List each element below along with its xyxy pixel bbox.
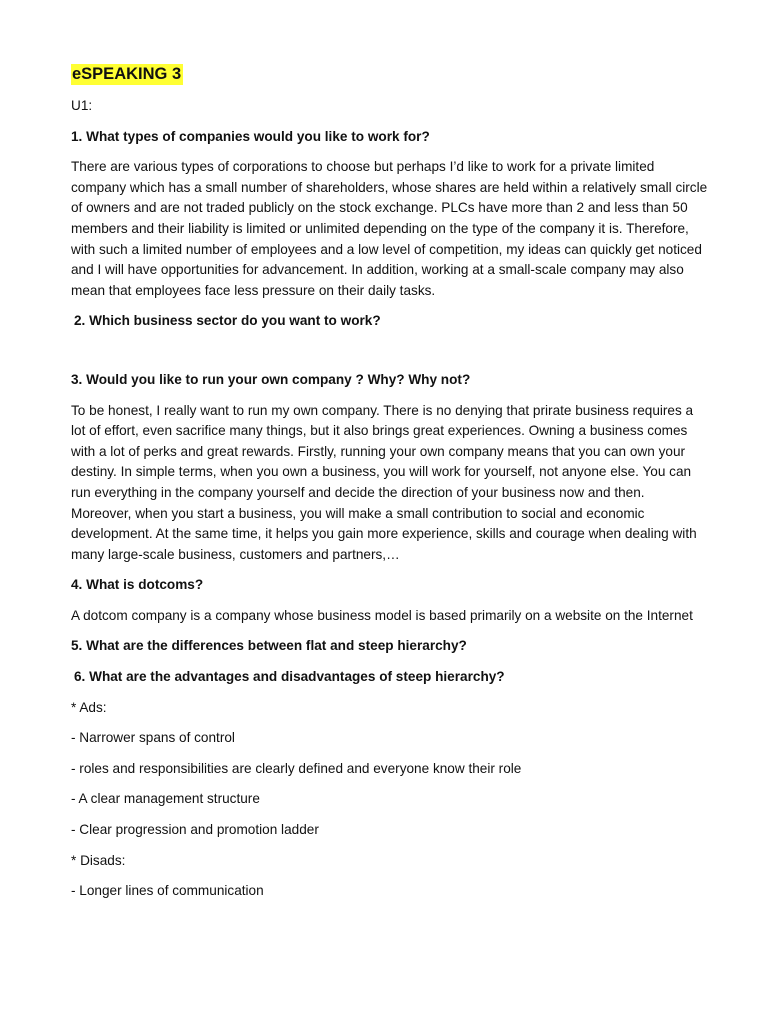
ads-item: - Narrower spans of control <box>71 730 235 746</box>
ads-item: - roles and responsibilities are clearly defined and everyone know their role <box>71 760 522 776</box>
ads-item: - A clear management structure <box>71 791 260 807</box>
unit-label: U1: <box>71 98 93 113</box>
ads-heading: * Ads: <box>71 699 107 715</box>
answer-3-line: with a lot of perks and great rewards. Firstly, running your own company means that you can own your <box>71 443 686 459</box>
question-1: 1. What types of companies would you like to work for? <box>71 128 430 144</box>
answer-3-line: development. At the same time, it helps you gain more experience, skills and courage when dealing with <box>71 526 697 542</box>
document-title: eSPEAKING 3 <box>72 65 182 83</box>
answer-4: A dotcom company is a company whose business model is based primarily on a website on the Internet <box>71 607 693 623</box>
answer-1-line: with such a limited number of employees and a low level of competition, my ideas can quickly get noticed <box>71 241 702 257</box>
question-6: 6. What are the advantages and disadvantages of steep hierarchy? <box>74 669 505 685</box>
answer-3-line: run everything in the company yourself and decide the direction of your business now and then. <box>71 484 645 500</box>
disads-item: - Longer lines of communication <box>71 883 264 899</box>
answer-1-line: company which has a small number of shareholders, whose shares are held within a relatively small circle <box>71 179 708 195</box>
answer-1-line: There are various types of corporations to choose but perhaps I’d like to work for a private limited <box>71 159 655 175</box>
document-page <box>71 64 721 902</box>
question-5: 5. What are the differences between flat and steep hierarchy? <box>71 638 467 654</box>
question-4: 4. What is dotcoms? <box>71 577 204 593</box>
answer-3 <box>71 401 721 566</box>
answer-3-line: destiny. In simple terms, when you own a business, you will work for yourself, not anyone else. You can <box>71 464 692 480</box>
question-3: 3. Would you like to run your own company ? Why? Why not? <box>71 371 471 387</box>
question-2: 2. Which business sector do you want to work? <box>74 313 381 329</box>
disads-heading: * Disads: <box>71 852 126 868</box>
answer-3-line: To be honest, I really want to run my own company. There is no denying that prirate business requires a <box>71 402 694 418</box>
answer-3-line: lot of effort, even sacrifice many things, but it also brings great experiences. Owning a business comes <box>71 423 688 439</box>
answer-3-line: Moreover, when you start a business, you will make a small contribution to social and economic <box>71 505 645 521</box>
answer-1-line: mean that employees face less pressure on their daily tasks. <box>71 282 436 298</box>
answer-1 <box>71 157 721 301</box>
ads-item: - Clear progression and promotion ladder <box>71 822 319 838</box>
answer-1-line: members and their liability is limited or unlimited depending on the type of the company it is. Therefore, <box>71 220 689 236</box>
answer-1-line: of owners and are not traded publicly on the stock exchange. PLCs have more than 2 and less than 50 <box>71 200 688 216</box>
title-row <box>71 64 721 85</box>
answer-3-line: many large-scale business, customers and partners,… <box>71 546 400 562</box>
answer-1-line: and I will have opportunities for advancement. In addition, working at a small-scale company may also <box>71 262 684 278</box>
